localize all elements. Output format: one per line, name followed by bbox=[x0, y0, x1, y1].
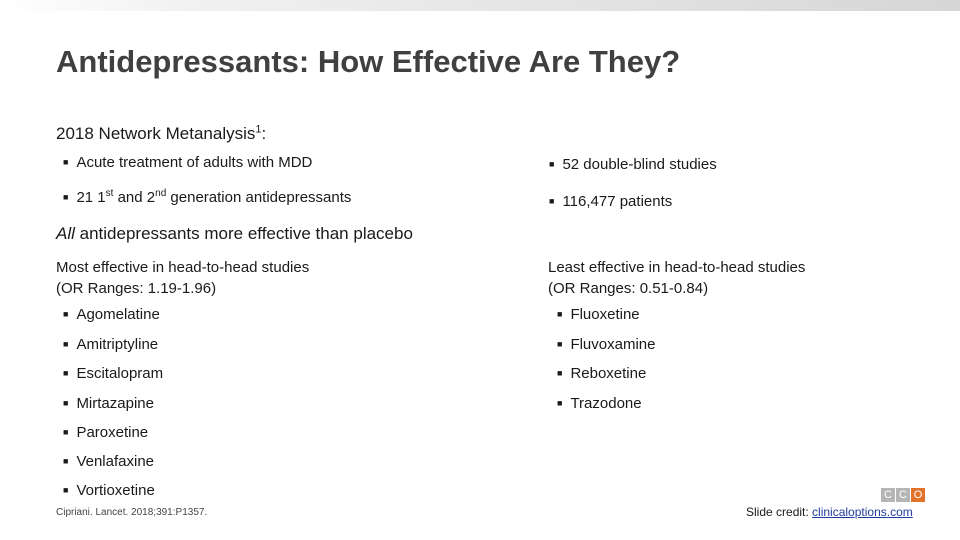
bullet-marker: ■ bbox=[549, 196, 555, 206]
top-gradient-bar bbox=[0, 0, 960, 11]
drug-list-item bbox=[557, 336, 655, 353]
summary-text: antidepressants more effective than placebo bbox=[74, 224, 413, 243]
bullet-marker: ■ bbox=[63, 456, 69, 466]
bullet-marker: ■ bbox=[63, 485, 69, 495]
drug-list-item bbox=[63, 482, 155, 499]
bullet-text: 21 1 bbox=[76, 189, 106, 206]
most-effective-range: (OR Ranges: 1.19-1.96) bbox=[56, 280, 217, 297]
bullet-marker: ■ bbox=[557, 309, 563, 319]
bullet-studies bbox=[549, 156, 717, 173]
drug-name: Venlafaxine bbox=[76, 453, 155, 470]
drug-name: Agomelatine bbox=[76, 306, 160, 323]
bullet-marker: ■ bbox=[557, 339, 563, 349]
credit-label: Slide credit: bbox=[746, 505, 809, 519]
ordinal-suffix: st bbox=[105, 188, 114, 199]
intro-text: 2018 Network Metanalysis bbox=[56, 124, 256, 143]
bullet-marker: ■ bbox=[557, 368, 563, 378]
drug-name: Trazodone bbox=[570, 395, 642, 412]
drug-name: Fluvoxamine bbox=[570, 336, 656, 353]
credit-link[interactable]: clinicaloptions.com bbox=[812, 505, 913, 519]
bullet-generations bbox=[63, 189, 351, 206]
slide-credit bbox=[746, 505, 913, 519]
summary-statement bbox=[56, 224, 413, 244]
most-effective-heading: Most effective in head-to-head studies bbox=[56, 259, 310, 276]
logo-letter: C bbox=[896, 488, 910, 502]
bullet-marker: ■ bbox=[63, 398, 69, 408]
drug-name: Reboxetine bbox=[570, 365, 647, 382]
intro-heading bbox=[56, 124, 266, 144]
drug-list-item bbox=[63, 395, 154, 412]
bullet-text: Acute treatment of adults with MDD bbox=[76, 154, 313, 171]
page-title: Antidepressants: How Effective Are They? bbox=[56, 44, 681, 79]
footnote-marker: 1 bbox=[255, 123, 262, 136]
bullet-adults bbox=[63, 154, 312, 171]
bullet-text: 116,477 patients bbox=[562, 193, 673, 210]
cco-logo bbox=[880, 488, 925, 502]
most-effective-header bbox=[56, 257, 309, 299]
least-effective-header bbox=[548, 257, 805, 299]
least-effective-heading: Least effective in head-to-head studies bbox=[548, 259, 806, 276]
least-effective-range: (OR Ranges: 0.51-0.84) bbox=[548, 280, 709, 297]
citation: Cipriani. Lancet. 2018;391:P1357. bbox=[56, 507, 208, 518]
bullet-text: generation antidepressants bbox=[166, 189, 352, 206]
drug-list-item bbox=[63, 336, 158, 353]
bullet-text: 52 double-blind studies bbox=[562, 156, 717, 173]
summary-emphasis: All bbox=[56, 224, 75, 243]
bullet-marker: ■ bbox=[63, 368, 69, 378]
logo-letter: C bbox=[881, 488, 895, 502]
drug-name: Amitriptyline bbox=[76, 336, 159, 353]
bullet-marker: ■ bbox=[63, 339, 69, 349]
bullet-marker: ■ bbox=[557, 398, 563, 408]
drug-list-item bbox=[557, 306, 640, 323]
bullet-marker: ■ bbox=[549, 159, 555, 169]
bullet-marker: ■ bbox=[63, 427, 69, 437]
ordinal-suffix: nd bbox=[155, 188, 167, 199]
drug-name: Vortioxetine bbox=[76, 482, 155, 499]
drug-list-item bbox=[63, 453, 154, 470]
drug-name: Paroxetine bbox=[76, 424, 149, 441]
logo-letter: O bbox=[911, 488, 925, 502]
drug-list-item bbox=[63, 365, 163, 382]
drug-list-item bbox=[557, 365, 646, 382]
bullet-marker: ■ bbox=[63, 192, 69, 202]
drug-name: Fluoxetine bbox=[570, 306, 640, 323]
drug-name: Mirtazapine bbox=[76, 395, 154, 412]
drug-list-item bbox=[63, 424, 148, 441]
drug-list-item bbox=[63, 306, 160, 323]
drug-list-item bbox=[557, 395, 642, 412]
drug-name: Escitalopram bbox=[76, 365, 164, 382]
bullet-text: and 2 bbox=[113, 189, 156, 206]
bullet-marker: ■ bbox=[63, 157, 69, 167]
bullet-patients bbox=[549, 193, 672, 210]
intro-colon: : bbox=[261, 124, 267, 143]
bullet-marker: ■ bbox=[63, 309, 69, 319]
